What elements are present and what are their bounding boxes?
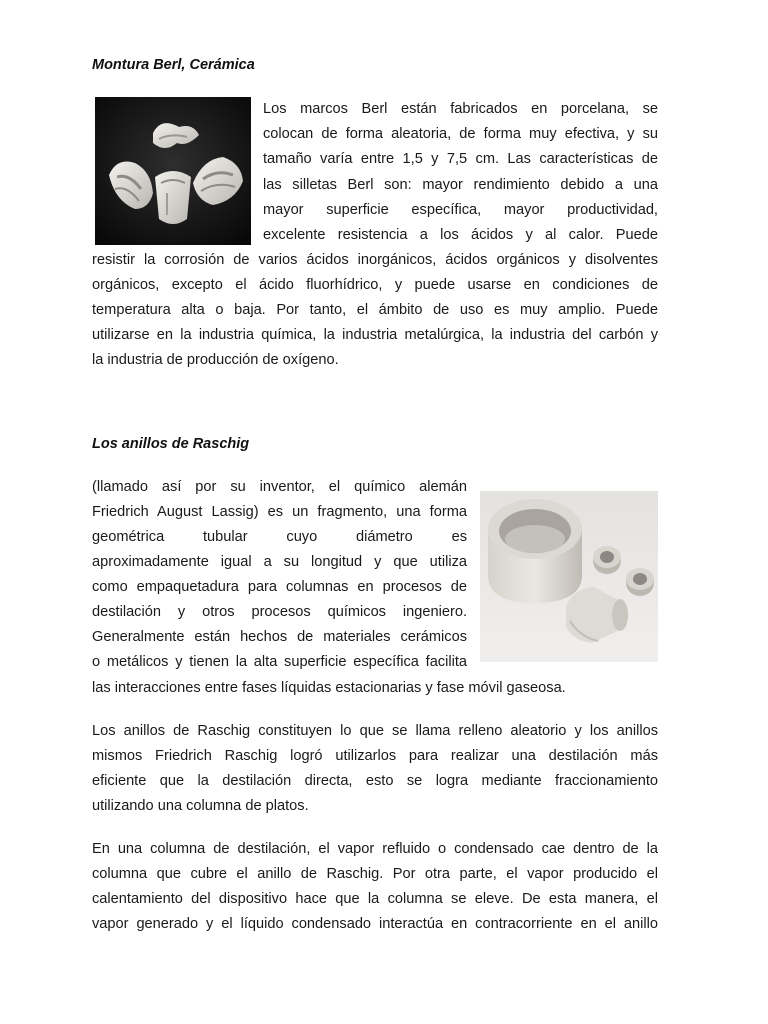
text-line: orgánicos, excepto el ácido fluorhídrico, y puede usarse en condiciones de (92, 277, 658, 293)
text-line: destilación y otros procesos químicos ingeniero. (92, 604, 467, 620)
text-line: vapor generado y el líquido condensado interactúa en contracorriente en el anillo (92, 916, 658, 932)
section-title-berl: Montura Berl, Cerámica (92, 57, 255, 73)
text-line: como empaquetadura para columnas en procesos de (92, 579, 467, 595)
text-line: Los marcos Berl están fabricados en porcelana, se (263, 101, 658, 117)
text-line: las silletas Berl son: mayor rendimiento debido a una (263, 177, 658, 193)
text-line: excelente resistencia a los ácidos y al calor. Puede (263, 227, 658, 243)
text-line: Friedrich August Lassig) es un fragmento, una forma (92, 504, 467, 520)
text-line: Generalmente están hechos de materiales cerámicos (92, 629, 467, 645)
text-line: utilizando una columna de platos. (92, 798, 309, 814)
text-line: geométrica tubular cuyo diámetro es (92, 529, 467, 545)
text-line: calentamiento del dispositivo hace que la columna se eleve. De esta manera, el (92, 891, 658, 907)
section-title-raschig: Los anillos de Raschig (92, 436, 250, 452)
text-line: (llamado así por su inventor, el químico alemán (92, 479, 467, 495)
text-line: utilizarse en la industria química, la industria metalúrgica, la industria del carbón y (92, 327, 658, 343)
text-line: la industria de producción de oxígeno. (92, 352, 339, 368)
text-line: resistir la corrosión de varios ácidos inorgánicos, ácidos orgánicos y disolventes (92, 252, 658, 268)
text-line: Los anillos de Raschig constituyen lo que se llama relleno aleatorio y los anillos (92, 723, 658, 739)
text-line: las interacciones entre fases líquidas estacionarias y fase móvil gaseosa. (92, 680, 566, 696)
text-line: En una columna de destilación, el vapor refluido o condensado cae dentro de la (92, 841, 658, 857)
text-line: colocan de forma aleatoria, de forma muy efectiva, y su (263, 126, 658, 142)
text-line: o metálicos y tienen la alta superficie específica facilita (92, 654, 467, 670)
text-line: aproximadamente igual a su longitud y que utiliza (92, 554, 467, 570)
berl-saddles-photo (95, 97, 251, 245)
raschig-rings-photo (480, 491, 658, 662)
text-line: mayor superficie específica, mayor productividad, (263, 202, 658, 218)
text-line: temperatura alta o baja. Por tanto, el ámbito de uso es muy amplio. Puede (92, 302, 658, 318)
text-line: mismos Friedrich Raschig logró utilizarlos para realizar una destilación más (92, 748, 658, 764)
text-line: tamaño varía entre 1,5 y 7,5 cm. Las características de (263, 151, 658, 167)
text-line: columna que cubre el anillo de Raschig. Por otra parte, el vapor producido el (92, 866, 658, 882)
text-line: eficiente que la destilación directa, esto se logra mediante fraccionamiento (92, 773, 658, 789)
